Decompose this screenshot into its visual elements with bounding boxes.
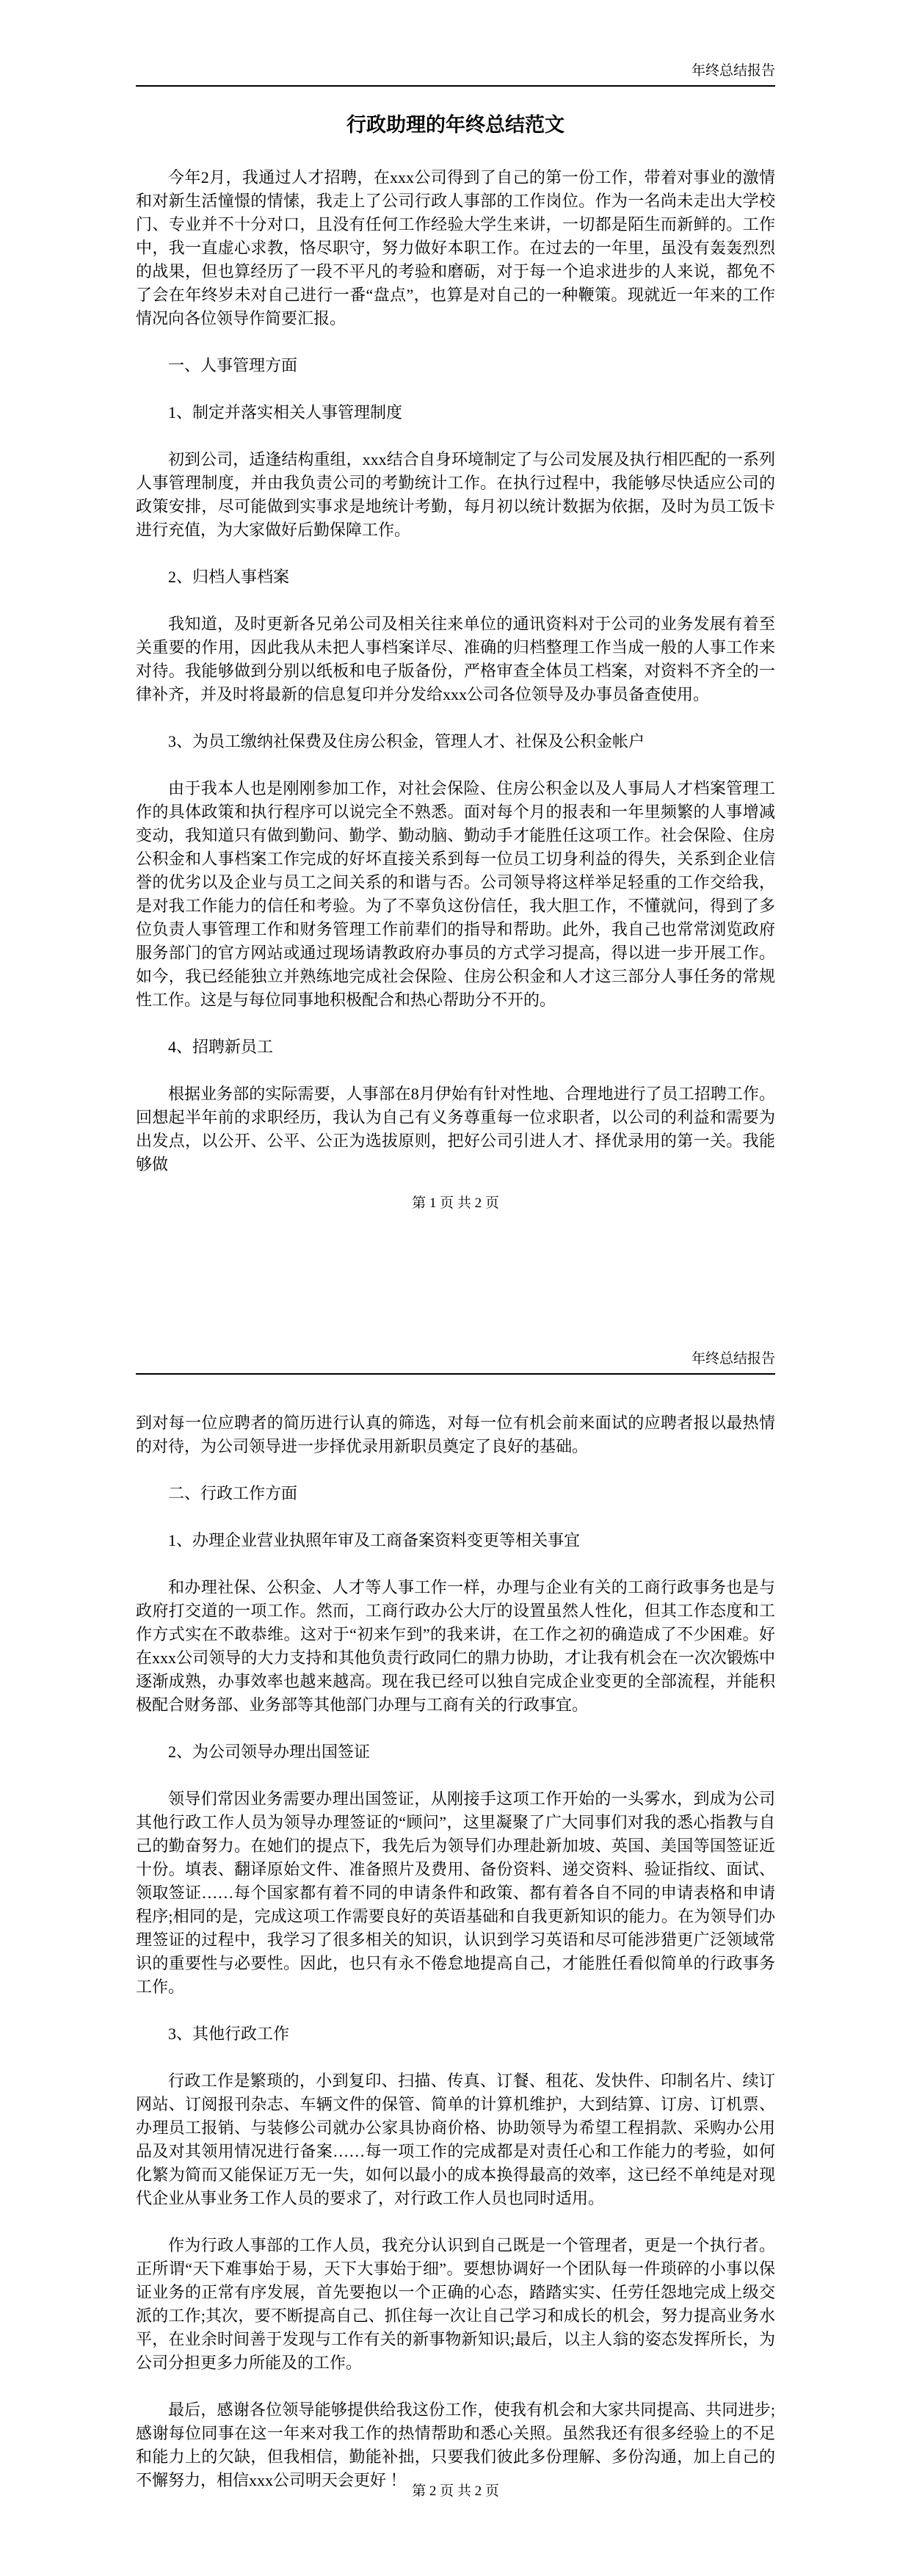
paragraph: 行政工作是繁琐的，小到复印、扫描、传真、订餐、租花、发快件、印制名片、续订网站、订阅报刊杂志、车辆文件的保管、简单的计算机维护，大到结算、订房、订机票、办理员工报销、与装修公司就办公家具协商价格、协助领导为希望工程捐款、采购办公用品及对其领用情况进行备案……每一项工作的完成都是对责任心和工作能力的考验，如何化繁为简而又能保证万无一失，如何以最小的成本换得最高的效率，这已经不单纯是对现代企业从事业务工作人员的要求了，对行政工作人员也同时适用。 (136, 2072, 775, 2207)
section-heading: 二、行政工作方面 (168, 1484, 298, 1502)
section-heading: 3、其他行政工作 (168, 2025, 290, 2043)
page-header: 年终总结报告 (136, 63, 775, 87)
paragraph: 我知道，及时更新各兄弟公司及相关往来单位的通讯资料对于公司的业务发展有着至关重要的作用，因此我从未把人事档案详尽、准确的归档整理工作当成一般的人事工作来对待。我能够做到分别以纸板和电子版备份，严格审查全体员工档案，对资料不齐全的一律补齐，并及时将最新的信息复印并分发给xxx公司各位领导及办事员备查使用。 (136, 615, 775, 703)
section-heading: 3、为员工缴纳社保费及住房公积金，管理人才、社保及公积金帐户 (168, 732, 645, 750)
paragraph: 和办理社保、公积金、人才等人事工作一样，办理与企业有关的工商行政事务也是与政府打交道的一项工作。然而，工商行政办公大厅的设置虽然人性化，但其工作态度和工作方式实在不敢恭维。这对于“初来乍到”的我来讲，在工作之初的确造成了不少困难。好在xxx公司领导的大力支持和其他负责行政同仁的鼎力协助，才让我有机会在一次次锻炼中逐渐成熟，办事效率也越来越高。现在我已经可以独自完成企业变更的全部流程，并能积极配合财务部、业务部等其他部门办理与工商有关的行政事宜。 (136, 1578, 775, 1714)
paragraph: 根据业务部的实际需要，人事部在8月伊始有针对性地、合理地进行了员工招聘工作。回想起半年前的求职经历，我认为自己有义务尊重每一位求职者，以公司的利益和需要为出发点，以公开、公平、公正为选拔原则，把好公司引进人才、择优录用的第一关。我能够做 (136, 1085, 775, 1173)
paragraph: 领导们常因业务需要办理出国签证，从刚接手这项工作开始的一头雾水，到成为公司其他行政工作人员为领导办理签证的“顾问”，这里凝聚了广大同事们对我的悉心指教与自己的勤奋努力。在她们的提点下，我先后为领导们办理赴新加坡、英国、美国等国签证近十份。填表、翻译原始文件、准备照片及费用、备份资料、递交资料、验证指纹、面试、领取签证……每个国家都有着不同的申请条件和政策、都有着各自不同的申请表格和申请程序;相同的是，完成这项工作需要良好的英语基础和自我更新知识的能力。在为领导们办理签证的过程中，我学习了很多相关的知识，认识到学习英语和尽可能涉猎更广泛领域常识的重要性与必要性。因此，也只有永不倦怠地提高自己，才能胜任看似简单的行政事务工作。 (136, 1790, 775, 1996)
page-1-body (136, 166, 775, 1176)
paragraph: 今年2月，我通过人才招聘，在xxx公司得到了自己的第一份工作，带着对事业的激情和对新生活憧憬的情愫，我走上了公司行政人事部的工作岗位。作为一名尚未走出大学校门、专业并不十分对口，且没有任何工作经验大学生来讲，一切都是陌生而新鲜的。工作中，我一直虚心求教，恪尽职守，努力做好本职工作。在过去的一年里，虽没有轰轰烈烈的战果，但也算经历了一段不平凡的考验和磨砺，对于每一个追求进步的人来说，都免不了会在年终岁未对自己进行一番“盘点”，也算是对自己的一种鞭策。现就近一年来的工作情况向各位领导作简要汇报。 (136, 168, 775, 328)
page-number: 第 2 页 共 2 页 (412, 2483, 499, 2499)
section-heading: 4、招聘新员工 (168, 1038, 274, 1056)
page-title: 行政助理的年终总结范文 (346, 114, 565, 136)
section-heading: 1、制定并落实相关人事管理制度 (168, 403, 403, 422)
paragraph: 初到公司，适逢结构重组，xxx结合自身环境制定了与公司发展及执行相匹配的一系列人事管理制度，并由我负责公司的考勤统计工作。在执行过程中，我能够尽快适应公司的政策安排，尽可能做到实事求是地统计考勤，每月初以统计数据为依据，及时为员工饭卡进行充值，为大家做好后勤保障工作。 (136, 450, 775, 539)
page-2 (0, 1288, 911, 2576)
paragraph: 作为行政人事部的工作人员，我充分认识到自己既是一个管理者，更是一个执行者。正所谓“天下难事始于易，天下大事始于细”。要想协调好一个团队每一件琐碎的小事以保证业务的正常有序发展，首先要抱以一个正确的心态，踏踏实实、任劳任怨地完成上级交派的工作;其次，要不断提高自己、抓住每一次让自己学习和成长的机会，努力提高业务水平，在业余时间善于发现与工作有关的新事物新知识;最后，以主人翁的姿态发挥所长，为公司分担更多力所能及的工作。 (136, 2236, 775, 2372)
section-heading: 一、人事管理方面 (168, 356, 298, 375)
paragraph: 最后，感谢各位领导能够提供给我这份工作，使我有机会和大家共同提高、共同进步;感谢每位同事在这一年来对我工作的热情帮助和悉心关照。虽然我还有很多经验上的不足和能力上的欠缺，但我相信，勤能补拙，只要我们彼此多份理解、多份沟通，加上自己的不懈努力，相信xxx公司明天会更好 ！ (136, 2400, 775, 2489)
paragraph: 由于我本人也是刚刚参加工作，对社会保险、住房公积金以及人事局人才档案管理工作的具体政策和执行程序可以说完全不熟悉。面对每个月的报表和一年里频繁的人事增减变动，我知道只有做到勤问、勤学、勤动脑、勤动手才能胜任这项工作。社会保险、住房公积金和人事档案工作完成的好坏直接关系到每一位员工切身利益的得失，关系到企业信誉的优劣以及企业与员工之间关系的和谐与否。公司领导将这样举足轻重的工作交给我，是对我工作能力的信任和考验。为了不辜负这份信任，我大胆工作，不懂就问，得到了多位负责人事管理工作和财务管理工作前辈们的指导和帮助。此外，我自己也常常浏览政府服务部门的官方网站或通过现场请教政府办事员的方式学习提高，得以进一步开展工作。如今，我已经能独立并熟练地完成社会保险、住房公积金和人才这三部分人事任务的常规性工作。这是与每位同事地积极配合和热心帮助分不开的。 (136, 779, 775, 1009)
page-number: 第 1 页 共 2 页 (412, 1195, 499, 1211)
section-heading: 1、办理企业营业执照年审及工商备案资料变更等相关事宜 (168, 1531, 581, 1549)
paragraph: 到对每一位应聘者的简历进行认真的筛选，对每一位有机会前来面试的应聘者报以最热情的对待，为公司领导进一步择优录用新职员奠定了良好的基础。 (136, 1414, 775, 1455)
page-2-body (136, 1411, 775, 2492)
section-heading: 2、归档人事档案 (168, 568, 290, 586)
section-heading: 2、为公司领导办理出国签证 (168, 1743, 371, 1761)
page-header: 年终总结报告 (136, 1351, 775, 1375)
